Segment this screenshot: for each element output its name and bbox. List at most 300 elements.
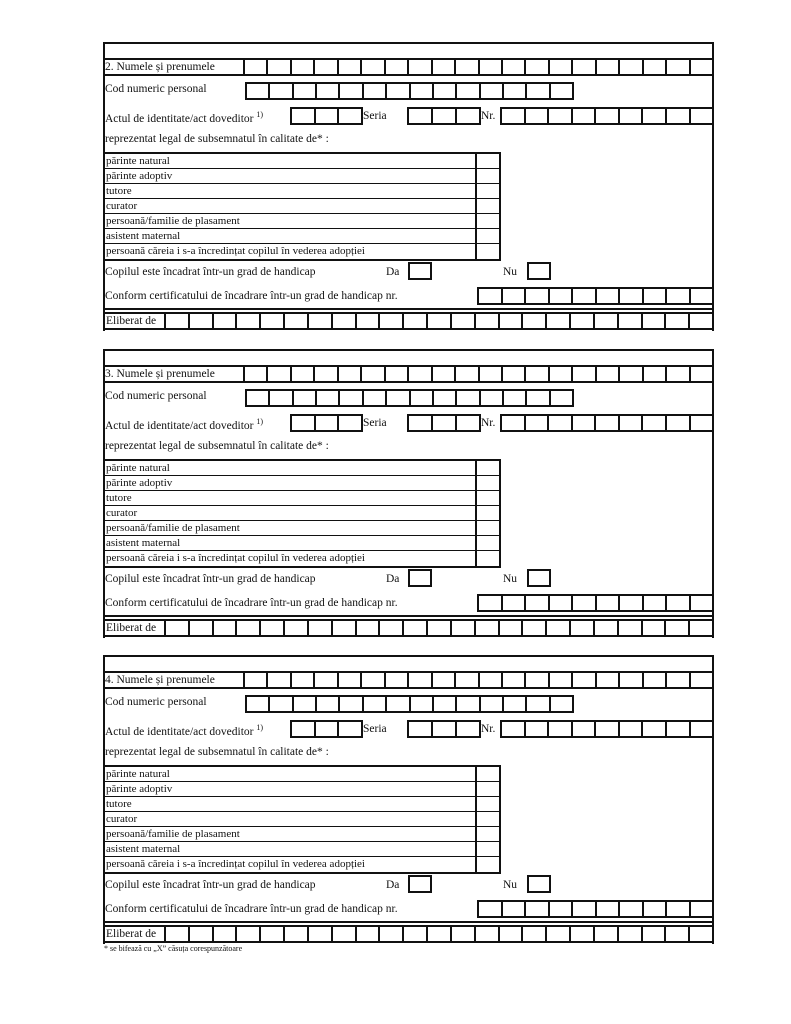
role-checkbox[interactable] <box>477 506 499 520</box>
name-char-box[interactable] <box>292 60 315 74</box>
name-char-box[interactable] <box>386 673 409 687</box>
role-checkbox[interactable] <box>477 827 499 841</box>
act-char-box[interactable] <box>339 416 363 430</box>
certificat-char-box[interactable] <box>526 289 550 303</box>
name-char-box[interactable] <box>667 367 690 381</box>
certificat-boxes[interactable] <box>477 900 714 918</box>
eliberat-char-box[interactable] <box>643 621 667 635</box>
cnp-char-box[interactable] <box>270 391 293 405</box>
nu-checkbox[interactable] <box>527 262 551 280</box>
name-char-box[interactable] <box>480 673 503 687</box>
certificat-boxes[interactable] <box>477 594 714 612</box>
cnp-char-box[interactable] <box>481 697 504 711</box>
eliberat-char-box[interactable] <box>190 314 214 328</box>
name-char-box[interactable] <box>315 673 338 687</box>
role-checkbox[interactable] <box>477 491 499 505</box>
eliberat-char-box[interactable] <box>476 621 500 635</box>
name-char-box[interactable] <box>573 60 596 74</box>
nr-char-box[interactable] <box>502 109 526 123</box>
name-char-box[interactable] <box>480 60 503 74</box>
nr-char-box[interactable] <box>526 109 550 123</box>
eliberat-char-box[interactable] <box>380 314 404 328</box>
cnp-char-box[interactable] <box>457 697 480 711</box>
name-char-box[interactable] <box>362 367 385 381</box>
nr-char-box[interactable] <box>643 722 667 736</box>
name-char-box[interactable] <box>620 367 643 381</box>
role-checkbox[interactable] <box>477 229 499 243</box>
name-char-box[interactable] <box>433 60 456 74</box>
eliberat-char-box[interactable] <box>285 927 309 941</box>
seria-char-box[interactable] <box>409 416 433 430</box>
nr-char-box[interactable] <box>620 416 644 430</box>
name-char-box[interactable] <box>245 367 268 381</box>
name-char-box[interactable] <box>292 367 315 381</box>
certificat-char-box[interactable] <box>479 596 503 610</box>
cnp-char-box[interactable] <box>527 697 550 711</box>
role-checkbox[interactable] <box>477 797 499 811</box>
act-char-box[interactable] <box>316 416 340 430</box>
eliberat-char-box[interactable] <box>666 621 690 635</box>
role-checkbox[interactable] <box>477 521 499 535</box>
cnp-char-box[interactable] <box>247 391 270 405</box>
name-char-box[interactable] <box>526 60 549 74</box>
name-char-box[interactable] <box>667 60 690 74</box>
name-char-box[interactable] <box>245 60 268 74</box>
name-char-box[interactable] <box>597 60 620 74</box>
act-boxes[interactable] <box>290 720 363 738</box>
name-char-box[interactable] <box>456 673 479 687</box>
certificat-char-box[interactable] <box>503 596 527 610</box>
name-char-box[interactable] <box>597 673 620 687</box>
name-char-box[interactable] <box>644 367 667 381</box>
name-char-box[interactable] <box>573 367 596 381</box>
cnp-char-box[interactable] <box>387 697 410 711</box>
eliberat-char-box[interactable] <box>428 314 452 328</box>
certificat-char-box[interactable] <box>573 289 597 303</box>
cnp-char-box[interactable] <box>411 84 434 98</box>
nr-char-box[interactable] <box>502 722 526 736</box>
name-char-box[interactable] <box>339 60 362 74</box>
name-char-box[interactable] <box>409 367 432 381</box>
role-checkbox[interactable] <box>477 461 499 475</box>
cnp-char-box[interactable] <box>434 84 457 98</box>
role-checkbox[interactable] <box>477 476 499 490</box>
eliberat-char-box[interactable] <box>333 621 357 635</box>
certificat-char-box[interactable] <box>644 902 668 916</box>
seria-char-box[interactable] <box>457 722 481 736</box>
name-boxes[interactable] <box>243 365 714 383</box>
certificat-char-box[interactable] <box>691 289 715 303</box>
certificat-char-box[interactable] <box>597 289 621 303</box>
nr-char-box[interactable] <box>667 416 691 430</box>
nr-char-box[interactable] <box>573 109 597 123</box>
eliberat-char-box[interactable] <box>357 927 381 941</box>
nr-char-box[interactable] <box>643 109 667 123</box>
cnp-char-box[interactable] <box>504 84 527 98</box>
name-char-box[interactable] <box>526 673 549 687</box>
eliberat-char-box[interactable] <box>666 314 690 328</box>
eliberat-char-box[interactable] <box>261 927 285 941</box>
name-char-box[interactable] <box>268 367 291 381</box>
eliberat-char-box[interactable] <box>452 621 476 635</box>
act-char-box[interactable] <box>339 109 363 123</box>
cnp-char-box[interactable] <box>434 697 457 711</box>
name-char-box[interactable] <box>691 60 714 74</box>
name-char-box[interactable] <box>386 60 409 74</box>
eliberat-char-box[interactable] <box>643 927 667 941</box>
nr-char-box[interactable] <box>573 722 597 736</box>
eliberat-char-box[interactable] <box>476 927 500 941</box>
eliberat-char-box[interactable] <box>428 927 452 941</box>
eliberat-char-box[interactable] <box>285 314 309 328</box>
certificat-char-box[interactable] <box>667 289 691 303</box>
act-char-box[interactable] <box>292 722 316 736</box>
act-char-box[interactable] <box>292 416 316 430</box>
cnp-char-box[interactable] <box>364 84 387 98</box>
certificat-char-box[interactable] <box>503 289 527 303</box>
nr-char-box[interactable] <box>667 109 691 123</box>
eliberat-char-box[interactable] <box>357 314 381 328</box>
certificat-char-box[interactable] <box>691 902 715 916</box>
name-char-box[interactable] <box>620 60 643 74</box>
eliberat-char-box[interactable] <box>666 927 690 941</box>
cnp-char-box[interactable] <box>247 697 270 711</box>
name-char-box[interactable] <box>292 673 315 687</box>
eliberat-char-box[interactable] <box>523 314 547 328</box>
name-char-box[interactable] <box>268 60 291 74</box>
name-char-box[interactable] <box>433 673 456 687</box>
eliberat-char-box[interactable] <box>309 927 333 941</box>
seria-char-box[interactable] <box>409 722 433 736</box>
seria-boxes[interactable] <box>407 107 481 125</box>
eliberat-char-box[interactable] <box>619 927 643 941</box>
cnp-char-box[interactable] <box>317 391 340 405</box>
role-label: tutore <box>105 491 477 505</box>
name-char-box[interactable] <box>526 367 549 381</box>
name-char-box[interactable] <box>667 673 690 687</box>
cnp-char-box[interactable] <box>481 84 504 98</box>
seria-char-box[interactable] <box>457 416 481 430</box>
name-char-box[interactable] <box>362 673 385 687</box>
eliberat-char-box[interactable] <box>214 314 238 328</box>
name-char-box[interactable] <box>597 367 620 381</box>
certificat-char-box[interactable] <box>667 902 691 916</box>
nr-char-box[interactable] <box>620 109 644 123</box>
nr-char-box[interactable] <box>691 416 715 430</box>
eliberat-char-box[interactable] <box>619 314 643 328</box>
role-label: asistent maternal <box>105 229 477 243</box>
eliberat-char-box[interactable] <box>285 621 309 635</box>
role-checkbox[interactable] <box>477 184 499 198</box>
cnp-char-box[interactable] <box>294 391 317 405</box>
eliberat-char-box[interactable] <box>690 927 712 941</box>
cnp-char-box[interactable] <box>340 391 363 405</box>
eliberat-char-box[interactable] <box>380 927 404 941</box>
nr-boxes[interactable] <box>500 720 714 738</box>
name-char-box[interactable] <box>456 367 479 381</box>
eliberat-char-box[interactable] <box>547 927 571 941</box>
seria-boxes[interactable] <box>407 414 481 432</box>
reprezentat-label: reprezentat legal de subsemnatul în calitate de* : <box>105 440 329 452</box>
certificat-char-box[interactable] <box>503 902 527 916</box>
da-checkbox[interactable] <box>408 569 432 587</box>
certificat-char-box[interactable] <box>620 289 644 303</box>
nr-char-box[interactable] <box>596 722 620 736</box>
eliberat-char-box[interactable] <box>571 927 595 941</box>
certificat-char-box[interactable] <box>550 902 574 916</box>
nr-char-box[interactable] <box>691 109 715 123</box>
eliberat-char-box[interactable] <box>595 927 619 941</box>
certificat-char-box[interactable] <box>573 596 597 610</box>
da-checkbox[interactable] <box>408 262 432 280</box>
child-section <box>0 349 791 649</box>
eliberat-char-box[interactable] <box>571 314 595 328</box>
nr-char-box[interactable] <box>573 416 597 430</box>
eliberat-char-box[interactable] <box>190 621 214 635</box>
eliberat-char-box[interactable] <box>166 621 190 635</box>
eliberat-char-box[interactable] <box>476 314 500 328</box>
cnp-char-box[interactable] <box>527 391 550 405</box>
cnp-char-box[interactable] <box>294 84 317 98</box>
da-checkbox[interactable] <box>408 875 432 893</box>
nr-char-box[interactable] <box>549 109 573 123</box>
name-char-box[interactable] <box>503 367 526 381</box>
certificat-char-box[interactable] <box>479 289 503 303</box>
name-char-box[interactable] <box>573 673 596 687</box>
nr-char-box[interactable] <box>596 109 620 123</box>
eliberat-char-box[interactable] <box>595 314 619 328</box>
eliberat-char-box[interactable] <box>428 621 452 635</box>
eliberat-char-box[interactable] <box>690 314 712 328</box>
certificat-char-box[interactable] <box>550 596 574 610</box>
cnp-char-box[interactable] <box>247 84 270 98</box>
eliberat-char-box[interactable] <box>214 621 238 635</box>
eliberat-char-box[interactable] <box>547 314 571 328</box>
certificat-char-box[interactable] <box>597 902 621 916</box>
certificat-char-box[interactable] <box>479 902 503 916</box>
name-char-box[interactable] <box>433 367 456 381</box>
name-char-box[interactable] <box>503 673 526 687</box>
eliberat-char-box[interactable] <box>500 314 524 328</box>
eliberat-char-box[interactable] <box>380 621 404 635</box>
nu-checkbox[interactable] <box>527 875 551 893</box>
cnp-char-box[interactable] <box>340 697 363 711</box>
nr-char-box[interactable] <box>549 416 573 430</box>
name-char-box[interactable] <box>245 673 268 687</box>
cnp-char-box[interactable] <box>387 391 410 405</box>
role-checkbox[interactable] <box>477 154 499 168</box>
seria-char-box[interactable] <box>457 109 481 123</box>
eliberat-char-box[interactable] <box>404 927 428 941</box>
cnp-char-box[interactable] <box>504 697 527 711</box>
eliberat-char-box[interactable] <box>237 621 261 635</box>
cnp-char-box[interactable] <box>457 391 480 405</box>
cnp-char-box[interactable] <box>434 391 457 405</box>
eliberat-char-box[interactable] <box>333 314 357 328</box>
cnp-char-box[interactable] <box>411 697 434 711</box>
name-char-box[interactable] <box>315 367 338 381</box>
name-char-box[interactable] <box>339 673 362 687</box>
nr-char-box[interactable] <box>596 416 620 430</box>
cnp-char-box[interactable] <box>340 84 363 98</box>
role-checkbox[interactable] <box>477 812 499 826</box>
name-char-box[interactable] <box>315 60 338 74</box>
act-char-box[interactable] <box>316 109 340 123</box>
cnp-char-box[interactable] <box>387 84 410 98</box>
role-checkbox[interactable] <box>477 536 499 550</box>
name-char-box[interactable] <box>339 367 362 381</box>
certificat-char-box[interactable] <box>620 596 644 610</box>
role-checkbox[interactable] <box>477 244 499 259</box>
seria-boxes[interactable] <box>407 720 481 738</box>
eliberat-char-box[interactable] <box>404 621 428 635</box>
eliberat-char-box[interactable] <box>452 927 476 941</box>
certificat-char-box[interactable] <box>597 596 621 610</box>
eliberat-char-box[interactable] <box>452 314 476 328</box>
nr-char-box[interactable] <box>667 722 691 736</box>
name-char-box[interactable] <box>268 673 291 687</box>
seria-char-box[interactable] <box>433 416 457 430</box>
name-char-box[interactable] <box>480 367 503 381</box>
eliberat-char-box[interactable] <box>309 621 333 635</box>
name-boxes[interactable] <box>243 671 714 689</box>
eliberat-char-box[interactable] <box>166 314 190 328</box>
eliberat-char-box[interactable] <box>643 314 667 328</box>
certificat-char-box[interactable] <box>644 596 668 610</box>
name-char-box[interactable] <box>691 367 714 381</box>
eliberat-char-box[interactable] <box>690 621 712 635</box>
name-char-box[interactable] <box>691 673 714 687</box>
act-boxes[interactable] <box>290 107 363 125</box>
certificat-char-box[interactable] <box>550 289 574 303</box>
eliberat-char-box[interactable] <box>261 621 285 635</box>
nr-char-box[interactable] <box>620 722 644 736</box>
eliberat-char-box[interactable] <box>500 621 524 635</box>
nr-boxes[interactable] <box>500 107 714 125</box>
cnp-char-box[interactable] <box>551 84 574 98</box>
role-checkbox[interactable] <box>477 842 499 856</box>
name-char-box[interactable] <box>409 673 432 687</box>
seria-char-box[interactable] <box>409 109 433 123</box>
act-char-box[interactable] <box>316 722 340 736</box>
name-char-box[interactable] <box>503 60 526 74</box>
eliberat-char-box[interactable] <box>595 621 619 635</box>
seria-char-box[interactable] <box>433 109 457 123</box>
nr-char-box[interactable] <box>526 416 550 430</box>
name-char-box[interactable] <box>550 60 573 74</box>
cnp-char-box[interactable] <box>294 697 317 711</box>
certificat-char-box[interactable] <box>620 902 644 916</box>
cnp-char-box[interactable] <box>457 84 480 98</box>
eliberat-boxes[interactable] <box>166 927 712 941</box>
role-checkbox[interactable] <box>477 199 499 213</box>
eliberat-char-box[interactable] <box>333 927 357 941</box>
eliberat-char-box[interactable] <box>166 927 190 941</box>
certificat-char-box[interactable] <box>573 902 597 916</box>
act-char-box[interactable] <box>292 109 316 123</box>
name-char-box[interactable] <box>386 367 409 381</box>
cnp-char-box[interactable] <box>317 84 340 98</box>
cnp-char-box[interactable] <box>364 697 387 711</box>
cnp-char-box[interactable] <box>551 391 574 405</box>
cnp-char-box[interactable] <box>527 84 550 98</box>
name-char-box[interactable] <box>409 60 432 74</box>
act-boxes[interactable] <box>290 414 363 432</box>
cnp-char-box[interactable] <box>270 697 293 711</box>
cnp-char-box[interactable] <box>504 391 527 405</box>
eliberat-char-box[interactable] <box>500 927 524 941</box>
nu-checkbox[interactable] <box>527 569 551 587</box>
nr-char-box[interactable] <box>502 416 526 430</box>
eliberat-char-box[interactable] <box>523 621 547 635</box>
certificat-char-box[interactable] <box>691 596 715 610</box>
nr-char-box[interactable] <box>549 722 573 736</box>
name-char-box[interactable] <box>456 60 479 74</box>
eliberat-char-box[interactable] <box>571 621 595 635</box>
eliberat-char-box[interactable] <box>309 314 333 328</box>
role-checkbox[interactable] <box>477 214 499 228</box>
eliberat-char-box[interactable] <box>214 927 238 941</box>
cnp-char-box[interactable] <box>411 391 434 405</box>
nr-char-box[interactable] <box>643 416 667 430</box>
name-char-box[interactable] <box>644 673 667 687</box>
role-checkbox[interactable] <box>477 767 499 781</box>
role-checkbox[interactable] <box>477 782 499 796</box>
eliberat-char-box[interactable] <box>237 927 261 941</box>
role-checkbox[interactable] <box>477 857 499 872</box>
name-char-box[interactable] <box>644 60 667 74</box>
role-label: persoană/familie de plasament <box>105 827 477 841</box>
eliberat-char-box[interactable] <box>547 621 571 635</box>
cnp-char-box[interactable] <box>364 391 387 405</box>
eliberat-char-box[interactable] <box>190 927 214 941</box>
nr-char-box[interactable] <box>526 722 550 736</box>
eliberat-char-box[interactable] <box>237 314 261 328</box>
certificat-char-box[interactable] <box>667 596 691 610</box>
cnp-char-box[interactable] <box>317 697 340 711</box>
eliberat-char-box[interactable] <box>523 927 547 941</box>
nr-char-box[interactable] <box>691 722 715 736</box>
seria-char-box[interactable] <box>433 722 457 736</box>
eliberat-char-box[interactable] <box>619 621 643 635</box>
cnp-label: Cod numeric personal <box>105 696 207 708</box>
role-checkbox[interactable] <box>477 169 499 183</box>
eliberat-boxes[interactable] <box>166 314 712 328</box>
certificat-char-box[interactable] <box>644 289 668 303</box>
certificat-char-box[interactable] <box>526 596 550 610</box>
eliberat-boxes[interactable] <box>166 621 712 635</box>
cnp-char-box[interactable] <box>551 697 574 711</box>
eliberat-char-box[interactable] <box>261 314 285 328</box>
eliberat-char-box[interactable] <box>404 314 428 328</box>
name-char-box[interactable] <box>362 60 385 74</box>
name-char-box[interactable] <box>550 673 573 687</box>
cnp-char-box[interactable] <box>270 84 293 98</box>
cnp-char-box[interactable] <box>481 391 504 405</box>
name-char-box[interactable] <box>620 673 643 687</box>
eliberat-char-box[interactable] <box>357 621 381 635</box>
name-boxes[interactable] <box>243 58 714 76</box>
cnp-boxes[interactable] <box>245 389 574 407</box>
certificat-char-box[interactable] <box>526 902 550 916</box>
cnp-boxes[interactable] <box>245 695 574 713</box>
act-char-box[interactable] <box>339 722 363 736</box>
nr-boxes[interactable] <box>500 414 714 432</box>
role-checkbox[interactable] <box>477 551 499 566</box>
certificat-boxes[interactable] <box>477 287 714 305</box>
name-char-box[interactable] <box>550 367 573 381</box>
cnp-boxes[interactable] <box>245 82 574 100</box>
